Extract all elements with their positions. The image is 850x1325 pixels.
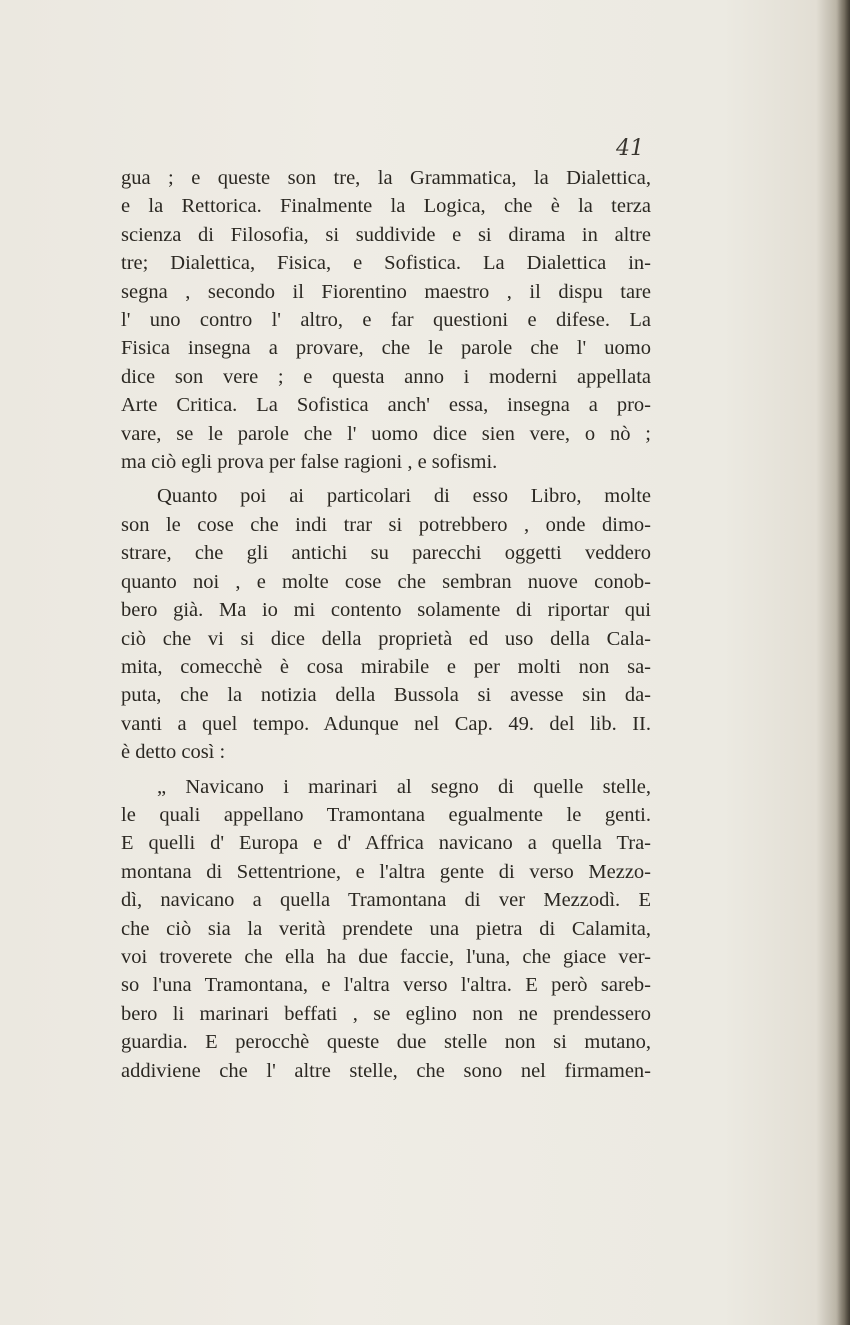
page-edge-shadow xyxy=(836,0,850,1325)
text-line: le quali appellano Tramontana egualmente le genti. xyxy=(121,803,651,826)
text-line: strare, che gli antichi su parecchi oggetti veddero xyxy=(121,542,651,565)
text-line: ciò che vi si dice della proprietà ed uso della Cala- xyxy=(121,627,651,650)
text-line: e la Rettorica. Finalmente la Logica, che è la terza xyxy=(121,195,651,218)
text-line: Fisica insegna a provare, che le parole che l' uomo xyxy=(121,337,651,360)
text-line: tre; Dialettica, Fisica, e Sofistica. La Dialettica in- xyxy=(121,252,651,275)
page-number: 41 xyxy=(616,136,644,161)
text-line: montana di Settentrione, e l'altra gente di verso Mezzo- xyxy=(121,860,651,883)
text-line: Arte Critica. La Sofistica anch' essa, insegna a pro- xyxy=(121,394,651,417)
text-line: E quelli d' Europa e d' Affrica navicano a quella Tra- xyxy=(121,832,651,855)
text-line: voi troverete che ella ha due faccie, l'una, che giace ver- xyxy=(121,945,651,968)
paragraph-1 xyxy=(121,164,651,476)
text-line: che ciò sia la verità prendete una pietra di Calamita, xyxy=(121,917,651,940)
body-text xyxy=(121,164,651,1085)
text-line: mita, comecchè è cosa mirabile e per molti non sa- xyxy=(121,655,651,678)
text-line: ma ciò egli prova per false ragioni , e sofismi. xyxy=(121,451,498,474)
paragraph-2 xyxy=(121,482,651,766)
text-line: scienza di Filosofia, si suddivide e si dirama in altre xyxy=(121,223,651,246)
text-line: vanti a quel tempo. Adunque nel Cap. 49. del lib. II. xyxy=(121,712,651,735)
text-line: quanto noi , e molte cose che sembran nuove conob- xyxy=(121,570,651,593)
text-line: Quanto poi ai particolari di esso Libro, molte xyxy=(157,485,651,508)
text-line: vare, se le parole che l' uomo dice sien vere, o nò ; xyxy=(121,422,651,445)
text-line: guardia. E perocchè queste due stelle non si mutano, xyxy=(121,1031,651,1054)
text-line: bero li marinari beffati , se eglino non ne prendessero xyxy=(121,1002,651,1025)
text-line: è detto così : xyxy=(121,741,226,764)
text-line: son le cose che indi trar si potrebbero , onde dimo- xyxy=(121,513,651,536)
paragraph-3-quotation xyxy=(121,773,651,1085)
text-line: „ Navicano i marinari al segno di quelle stelle, xyxy=(157,775,651,798)
text-line: l' uno contro l' altro, e far questioni e difese. La xyxy=(121,309,651,332)
text-line: puta, che la notizia della Bussola si avesse sin da- xyxy=(121,684,651,707)
text-line: addiviene che l' altre stelle, che sono nel firmamen- xyxy=(121,1059,651,1082)
text-line: dì, navicano a quella Tramontana di ver Mezzodì. E xyxy=(121,889,651,912)
text-line: gua ; e queste son tre, la Grammatica, la Dialettica, xyxy=(121,167,651,189)
text-line: dice son vere ; e questa anno i moderni appellata xyxy=(121,365,651,388)
text-line: segna , secondo il Fiorentino maestro , il dispu tare xyxy=(121,280,651,303)
text-line: so l'una Tramontana, e l'altra verso l'altra. E però sareb- xyxy=(121,974,651,997)
text-line: bero già. Ma io mi contento solamente di riportar qui xyxy=(121,599,651,622)
